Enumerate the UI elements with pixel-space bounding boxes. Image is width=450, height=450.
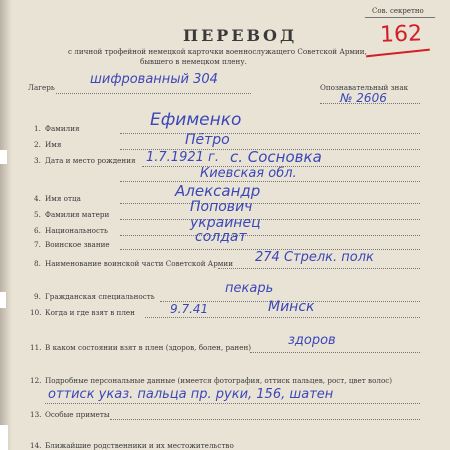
field-3-number: 3.	[34, 156, 41, 165]
field-3-region: Киевская обл.	[200, 166, 297, 181]
field-7-label: Воинское звание	[45, 240, 110, 249]
field-5-value: Попович	[190, 199, 253, 215]
field-3-label: Дата и место рождения	[45, 156, 136, 165]
field-5-label: Фамилия матери	[45, 210, 110, 219]
field-10-label: Когда и где взят в плен	[45, 308, 135, 317]
field-10-date: 9.7.41	[170, 302, 209, 316]
page-edge-shadow	[0, 0, 12, 450]
field-11-line	[250, 352, 420, 353]
field-12-number: 12.	[30, 376, 42, 385]
field-8-line	[218, 268, 420, 269]
field-11-number: 11.	[30, 343, 42, 352]
field-9-label: Гражданская специальность	[45, 292, 155, 301]
field-3-value: 1.7.1921 г.	[146, 150, 219, 165]
field-10-number: 10.	[30, 308, 42, 317]
handwritten-red-number: 162	[379, 21, 423, 48]
field-4-label: Имя отца	[45, 194, 81, 203]
field-11-value: здоров	[288, 333, 336, 348]
field-2-label: Имя	[45, 140, 62, 149]
id-mark-label: Опознавательный знак	[320, 83, 409, 92]
field-10-place: Минск	[268, 299, 315, 315]
torn-edge	[0, 425, 8, 450]
field-6-label: Национальность	[45, 226, 108, 235]
field-1-number: 1.	[34, 124, 41, 133]
field-14-number: 14.	[30, 441, 42, 450]
camp-label: Лагерь	[28, 83, 55, 92]
field-4-value: Александр	[175, 182, 261, 200]
field-4-number: 4.	[34, 194, 41, 203]
field-6-line	[120, 235, 420, 236]
field-3-birthplace: с. Сосновка	[230, 148, 322, 166]
field-12-value: оттиск указ. пальца пр. руки, 156, шатен	[48, 387, 334, 402]
field-1-label: Фамилия	[45, 124, 80, 133]
field-1-line	[120, 133, 420, 134]
field-6-number: 6.	[34, 226, 41, 235]
field-4-line	[120, 203, 420, 204]
field-11-label: В каком состоянии взят в плен (здоров, болен, ранен)	[45, 343, 252, 352]
field-10-line	[145, 317, 420, 318]
torn-edge	[0, 292, 6, 308]
document-title: ПЕРЕВОД	[183, 26, 298, 45]
camp-line	[56, 93, 251, 94]
field-3-line-2	[120, 181, 420, 182]
field-8-label: Наименование воинской части Советской Армии	[45, 259, 233, 268]
field-5-line	[120, 219, 420, 220]
field-5-number: 5.	[34, 210, 41, 219]
field-7-number: 7.	[34, 240, 41, 249]
field-9-number: 9.	[34, 292, 41, 301]
field-2-number: 2.	[34, 140, 41, 149]
field-1-value: Ефименко	[150, 110, 242, 130]
field-6-value: украинец	[190, 215, 261, 231]
camp-value: шифрованный 304	[90, 72, 218, 87]
field-7-value: солдат	[195, 229, 247, 245]
field-13-label: Особые приметы	[45, 410, 110, 419]
classification-underline	[365, 17, 435, 18]
field-12-line	[45, 403, 420, 404]
field-12-label: Подробные персональные данные (имеется фотография, оттиск пальцев, рост, цвет волос)	[45, 376, 393, 385]
field-2-value: Пётро	[185, 132, 230, 148]
field-9-value: пекарь	[225, 281, 274, 296]
red-number-underline	[366, 49, 430, 58]
subtitle-line-2: бывшего в немецком плену.	[140, 57, 247, 66]
field-8-value: 274 Стрелк. полк	[255, 250, 374, 265]
subtitle-line-1: с личной трофейной немецкой карточки военнослужащего Советской Армии,	[68, 47, 367, 56]
classification-stamp: Сов. секретно	[372, 7, 424, 15]
field-13-line	[110, 419, 420, 420]
id-mark-value: № 2606	[340, 91, 387, 105]
field-8-number: 8.	[34, 259, 41, 268]
field-13-number: 13.	[30, 410, 42, 419]
field-14-label: Ближайшие родственники и их местожительство	[45, 441, 234, 450]
torn-edge	[0, 150, 7, 164]
